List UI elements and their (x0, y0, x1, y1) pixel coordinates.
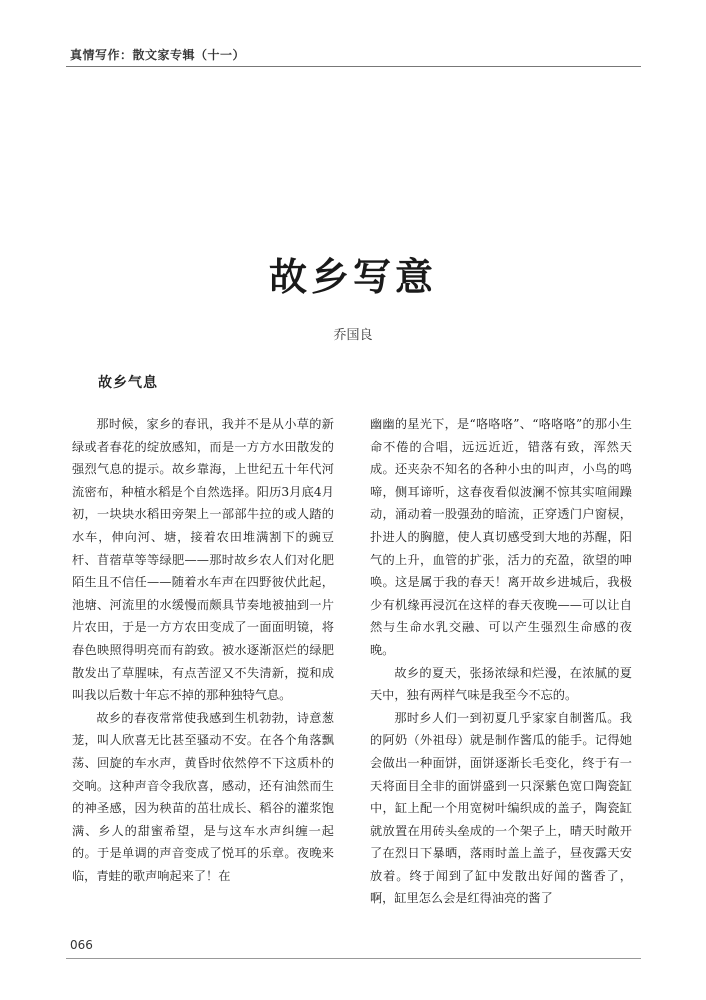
article-author: 乔国良 (333, 328, 373, 343)
paragraph: 故乡的春夜常常使我感到生机勃勃，诗意葱茏，叫人欣喜无比甚至骚动不安。在各个角落飘荡、回旋的车水声，黄昏时依然停不下这质朴的交响。这种声音令我欣喜，感动，还有油然而生的神圣感，因为秧苗的茁壮成长、稻谷的灌浆饱满、乡人的甜蜜希望，是与这车水声纠缠一起的。于是单调的声音变成了悦耳的乐章。夜晚来临，青蛙的歌声响起来了！在 (72, 710, 334, 883)
header-divider (66, 66, 641, 67)
section-heading: 故乡气息 (98, 375, 158, 391)
text-column-left (72, 413, 334, 887)
paragraph: 那时乡人们一到初夏几乎家家自制酱瓜。我的阿奶（外祖母）就是制作酱瓜的能手。记得她会做出一种面饼，面饼逐渐长毛变化，终于有一天将面目全非的面饼盛到一只深紫色宽口陶瓷缸中，缸上配一个用宽树叶编织成的盖子，陶瓷缸就放置在用砖头垒成的一个架子上，晴天时敞开了在烈日下暴晒，落雨时盖上盖子，昼夜露天安放着。终于闻到了缸中发散出好闻的酱香了，啊，缸里怎么会是红得油亮的酱了 (370, 710, 632, 906)
text-column-right (370, 413, 632, 910)
paragraph: 那时候，家乡的春讯，我并不是从小草的新绿或者春花的绽放感知，而是一方方水田散发的强烈气息的提示。故乡靠海，上世纪五十年代河流密布，种植水稻是个自然选择。阳历3月底4月初，一块块水稻田旁架上一部部牛拉的或人踏的水车，伸向河、塘，接着农田堆满割下的豌豆杆、苜蓿草等等绿肥——那时故乡农人们对化肥陌生且不信任——随着水车声在四野彼伏此起，池塘、河流里的水缓慢而颇具节奏地被抽到一片片农田，于是一方方农田变成了一面面明镜，将春色映照得明亮而有韵致。被水逐渐沤烂的绿肥散发出了草腥味，有点苦涩又不失清新，搅和成叫我以后数十年忘不掉的那种独特气息。 (72, 417, 334, 703)
paragraph: 故乡的夏天，张扬浓绿和烂漫，在浓腻的夏天中，独有两样气味是我至今不忘的。 (370, 665, 632, 703)
article-title: 故乡写意 (268, 254, 437, 299)
page-number: 066 (70, 938, 93, 952)
paragraph: 幽幽的星光下，是“咯咯咯”、“咯咯咯”的那小生命不倦的合唱，远远近近，错落有致，浑然天成。还夹杂不知名的各种小虫的叫声，小鸟的鸣啼，侧耳谛听，这春夜看似波澜不惊其实喧闹躁动，涌动着一股强劲的暗流，正穿透门户窗棂，扑进人的胸臆，使人真切感受到大地的苏醒，阳气的上升，血管的扩张，活力的充盈，欲望的呻唤。这是属于我的春天！离开故乡进城后，我极少有机缘再浸沉在这样的春天夜晚——可以让自然与生命水乳交融、可以产生强烈生命感的夜晚。 (370, 417, 632, 657)
footer-divider (66, 958, 641, 959)
running-header: 真情写作：散文家专辑（十一） (70, 48, 246, 62)
